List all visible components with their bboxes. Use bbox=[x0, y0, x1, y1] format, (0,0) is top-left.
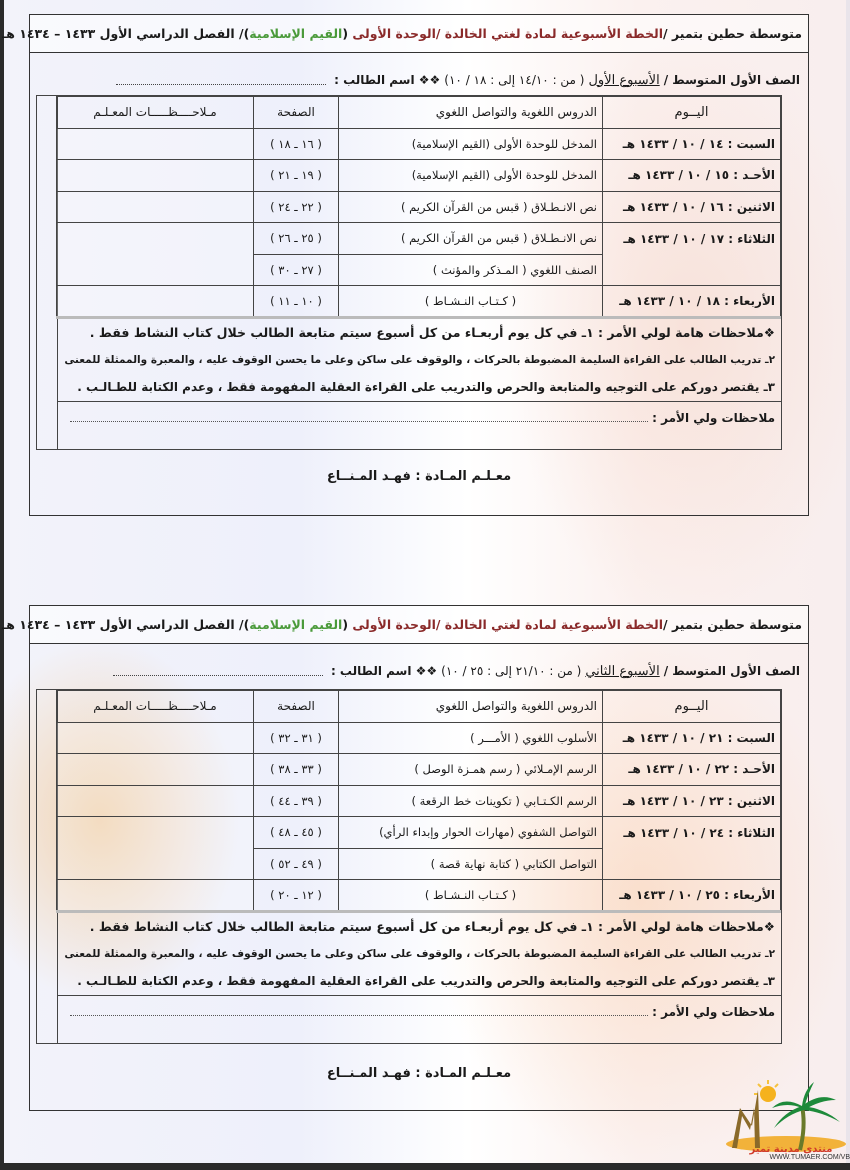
week-info-line bbox=[30, 644, 808, 684]
header-day: اليــوم bbox=[603, 97, 781, 129]
unit-name: القيم الإسلامية bbox=[249, 26, 343, 41]
unit-open-paren: ( bbox=[342, 26, 349, 41]
teacher-notes-cell[interactable] bbox=[57, 880, 254, 912]
guardian-notes-line bbox=[58, 402, 775, 433]
table-header-row bbox=[57, 97, 781, 129]
student-name-label: ❖❖ اسم الطالب : bbox=[334, 73, 441, 87]
student-name-field[interactable] bbox=[116, 75, 326, 85]
table-row bbox=[57, 191, 781, 223]
day-cell: الأحـد : ٢٢ / ١٠ / ١٤٣٣ هـ bbox=[603, 754, 781, 786]
page-cell: ( ٤٩ ـ ٥٢ ) bbox=[254, 848, 339, 880]
guardian-notes-label: ملاحظات ولي الأمر : bbox=[652, 1004, 775, 1019]
header-page: الصفحة bbox=[254, 691, 339, 723]
header-teacher-notes: مـلاحــــظـــــات المعـلـم bbox=[57, 691, 254, 723]
subject-teacher: معـلـم المـادة : فهـد المـنــاع bbox=[326, 1066, 512, 1081]
plan-title: الخطة الأسبوعية لمادة لغتي الخالدة /الوحدة الأولى bbox=[352, 26, 664, 41]
school-name: متوسطة حطين بتمير / bbox=[663, 617, 802, 632]
day-cell: الأربعاء : ١٨ / ١٠ / ١٤٣٣ هـ bbox=[603, 286, 781, 318]
scan-edge-bottom bbox=[0, 1163, 850, 1170]
teacher-notes-cell[interactable] bbox=[57, 128, 254, 160]
unit-open-paren: ( bbox=[342, 617, 349, 632]
lesson-cell: المدخل للوحدة الأولى (القيم الإسلامية) bbox=[339, 128, 603, 160]
guardian-notes-field[interactable] bbox=[70, 1008, 648, 1016]
scan-edge-right bbox=[846, 0, 850, 1170]
sun-icon bbox=[760, 1086, 776, 1102]
lesson-cell: ( كـتـاب النـشـاط ) bbox=[339, 880, 603, 912]
week-range: ( من : ٢١/١٠ إلى : ٢٥ / ١٠) bbox=[441, 664, 582, 678]
page-cell: ( ٢٧ ـ ٣٠ ) bbox=[254, 254, 339, 286]
semester: الفصل الدراسي الأول ١٤٣٣ – ١٤٣٤ هـ bbox=[1, 617, 235, 632]
teacher-notes-cell[interactable] bbox=[57, 223, 254, 286]
table-row bbox=[57, 286, 781, 318]
teacher-notes-cell[interactable] bbox=[57, 785, 254, 817]
page-cell: ( ١٩ ـ ٢١ ) bbox=[254, 160, 339, 192]
week-name: الأسبوع الأول bbox=[588, 72, 660, 88]
note-1: ❖ملاحظات هامة لولي الأمر : ١ـ في كل يوم أربعـاء من كل أسبوع سيتم متابعة الطالب خلال كتاب النشاط فقط . bbox=[89, 919, 775, 934]
lesson-cell: المدخل للوحدة الأولى (القيم الإسلامية) bbox=[339, 160, 603, 192]
forum-logo-name: منتدى مدينة تمير bbox=[749, 1144, 833, 1155]
plan-title: الخطة الأسبوعية لمادة لغتي الخالدة /الوحدة الأولى bbox=[352, 617, 664, 632]
grade-label: الصف الأول المتوسط / bbox=[663, 73, 800, 87]
subject-teacher: معـلـم المـادة : فهـد المـنــاع bbox=[326, 469, 512, 484]
table-row bbox=[57, 722, 781, 754]
unit-close-paren: )/ bbox=[239, 617, 250, 632]
guardian-notes-section bbox=[58, 912, 781, 1043]
note-2: ٢ـ تدريب الطالب على القراءة السليمة المضبوطة بالحركات ، والوقوف على ساكن وعلى ما يحسن الوقوف عليه ، والمعبرة والممثلة للمعنى bbox=[64, 354, 775, 366]
day-cell: الاثنين : ٢٣ / ١٠ / ١٤٣٣ هـ bbox=[603, 785, 781, 817]
plan-title-bar bbox=[1, 15, 808, 53]
weekly-plan-sheet-2 bbox=[1, 605, 809, 1111]
day-cell: الاثنين : ١٦ / ١٠ / ١٤٣٣ هـ bbox=[603, 191, 781, 223]
page-cell: ( ١٢ ـ ٢٠ ) bbox=[254, 880, 339, 912]
page-cell: ( ١٠ ـ ١١ ) bbox=[254, 286, 339, 318]
student-name-label: ❖❖ اسم الطالب : bbox=[330, 664, 438, 678]
page-cell: ( ٤٥ ـ ٤٨ ) bbox=[254, 817, 339, 849]
week-info-line bbox=[30, 53, 808, 93]
guardian-notes-label: ملاحظات ولي الأمر : bbox=[652, 410, 775, 425]
header-day: اليــوم bbox=[603, 691, 781, 723]
teacher-notes-cell[interactable] bbox=[57, 722, 254, 754]
guardian-notes-section bbox=[58, 318, 781, 449]
plan-title-bar bbox=[1, 606, 808, 644]
week-range: ( من : ١٤/١٠ إلى : ١٨ / ١٠) bbox=[444, 73, 585, 87]
lesson-table bbox=[56, 690, 781, 913]
table-row bbox=[57, 160, 781, 192]
unit-close-paren: )/ bbox=[239, 26, 250, 41]
table-row bbox=[57, 880, 781, 912]
table-row bbox=[57, 785, 781, 817]
note-3: ٣ـ يقتصر دوركم على التوجيه والمتابعة والحرص والتدريب على القراءة العقلية المفهومة فقط ، وعدم الكتابة للطـالـب . bbox=[58, 373, 781, 402]
note-3: ٣ـ يقتصر دوركم على التوجيه والمتابعة والحرص والتدريب على القراءة العقلية المفهومة فقط ، وعدم الكتابة للطـالـب . bbox=[58, 967, 781, 996]
table-row bbox=[57, 223, 781, 255]
lesson-cell: التواصل الشفوي (مهارات الحوار وإبداء الرأي) bbox=[339, 817, 603, 849]
guardian-notes-line bbox=[58, 996, 775, 1027]
forum-logo-url[interactable]: WWW.TUMAER.COM/VB bbox=[769, 1154, 850, 1161]
day-cell: السبت : ١٤ / ١٠ / ١٤٣٣ هـ bbox=[603, 128, 781, 160]
table-row bbox=[57, 817, 781, 849]
scan-edge-left bbox=[0, 0, 4, 1170]
lesson-cell: ( كـتـاب النـشـاط ) bbox=[339, 286, 603, 318]
page-cell: ( ٣١ ـ ٣٢ ) bbox=[254, 722, 339, 754]
lesson-cell: الصنف اللغوي ( المـذكر والمؤنث ) bbox=[339, 254, 603, 286]
lesson-cell: الرسم الكـتـابي ( تكوينات خط الرقعة ) bbox=[339, 785, 603, 817]
semester: الفصل الدراسي الأول ١٤٣٣ – ١٤٣٤ هـ bbox=[1, 26, 235, 41]
lesson-table bbox=[56, 96, 781, 319]
teacher-notes-cell[interactable] bbox=[57, 754, 254, 786]
day-cell: الأحـد : ١٥ / ١٠ / ١٤٣٣ هـ bbox=[603, 160, 781, 192]
grade-label: الصف الأول المتوسط / bbox=[663, 664, 800, 678]
plan-block bbox=[36, 689, 782, 1044]
teacher-notes-cell[interactable] bbox=[57, 160, 254, 192]
table-row bbox=[57, 128, 781, 160]
teacher-notes-cell[interactable] bbox=[57, 286, 254, 318]
left-margin-strip bbox=[37, 690, 58, 1043]
note-2: ٢ـ تدريب الطالب على القراءة السليمة المضبوطة بالحركات ، والوقوف على ساكن وعلى ما يحسن الوقوف عليه ، والمعبرة والممثلة للمعنى bbox=[64, 948, 775, 960]
school-name: متوسطة حطين بتمير / bbox=[663, 26, 802, 41]
plan-block bbox=[36, 95, 782, 450]
header-page: الصفحة bbox=[254, 97, 339, 129]
teacher-notes-cell[interactable] bbox=[57, 191, 254, 223]
lesson-cell: الأسلوب اللغوي ( الأمـــر ) bbox=[339, 722, 603, 754]
table-header-row bbox=[57, 691, 781, 723]
teacher-notes-cell[interactable] bbox=[57, 817, 254, 880]
guardian-notes-field[interactable] bbox=[70, 414, 648, 422]
weekly-plan-sheet-1 bbox=[1, 14, 809, 516]
lesson-cell: التواصل الكتابي ( كتابة نهاية قصة ) bbox=[339, 848, 603, 880]
day-cell: الأربعاء : ٢٥ / ١٠ / ١٤٣٣ هـ bbox=[603, 880, 781, 912]
lesson-cell: نص الانـطـلاق ( قبس من القرآن الكريم ) bbox=[339, 191, 603, 223]
page-cell: ( ٢٥ ـ ٢٦ ) bbox=[254, 223, 339, 255]
lesson-cell: نص الانـطـلاق ( قبس من القرآن الكريم ) bbox=[339, 223, 603, 255]
header-lessons: الدروس اللغوية والتواصل اللغوي bbox=[339, 97, 603, 129]
day-cell: الثلاثاء : ٢٤ / ١٠ / ١٤٣٣ هـ bbox=[603, 817, 781, 880]
left-margin-strip bbox=[37, 96, 58, 449]
header-lessons: الدروس اللغوية والتواصل اللغوي bbox=[339, 691, 603, 723]
page-cell: ( ٢٢ ـ ٢٤ ) bbox=[254, 191, 339, 223]
table-row bbox=[57, 754, 781, 786]
student-name-field[interactable] bbox=[113, 666, 323, 676]
day-cell: السبت : ٢١ / ١٠ / ١٤٣٣ هـ bbox=[603, 722, 781, 754]
header-teacher-notes: مـلاحــــظـــــات المعـلـم bbox=[57, 97, 254, 129]
page-cell: ( ٣٩ ـ ٤٤ ) bbox=[254, 785, 339, 817]
page-cell: ( ٣٣ ـ ٣٨ ) bbox=[254, 754, 339, 786]
lesson-cell: الرسم الإمـلائي ( رسم همـزة الوصل ) bbox=[339, 754, 603, 786]
unit-name: القيم الإسلامية bbox=[249, 617, 343, 632]
day-cell: الثلاثاء : ١٧ / ١٠ / ١٤٣٣ هـ bbox=[603, 223, 781, 286]
page-cell: ( ١٦ ـ ١٨ ) bbox=[254, 128, 339, 160]
note-1: ❖ملاحظات هامة لولي الأمر : ١ـ في كل يوم أربعـاء من كل أسبوع سيتم متابعة الطالب خلال كتاب النشاط فقط . bbox=[89, 325, 775, 340]
week-name: الأسبوع الثاني bbox=[585, 663, 660, 679]
